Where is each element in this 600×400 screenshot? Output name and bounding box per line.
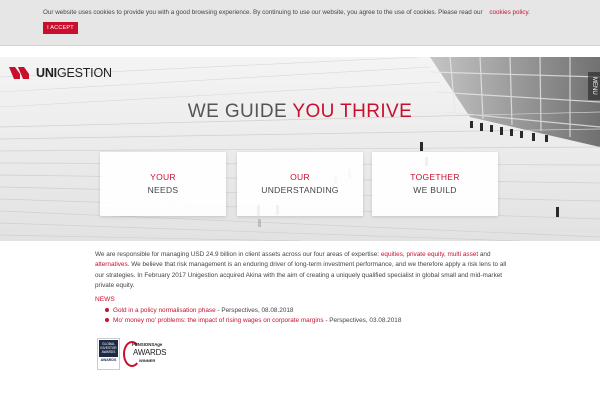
intro-sep-2: , (443, 251, 446, 258)
award1-bottom: AWARDS (100, 358, 117, 362)
intro-text-2: . We believe that risk management is an enduring driver of long-term investment performance, and we therefore apply a risk lens to all our strategies. In February 2017 Unigestion acquired Akina with the aim of creating a uniquely qualified specialist in global small and mid-market private equity. (95, 261, 507, 290)
logo-text-rest: GESTION (56, 66, 112, 80)
cookies-policy-link[interactable]: cookies policy (489, 9, 529, 16)
tagline-part1: WE GUIDE (187, 101, 288, 122)
logo-text-bold: UNI (36, 66, 57, 80)
private-equity-link[interactable]: private equity (406, 251, 444, 258)
bullet-icon (105, 318, 109, 322)
tagline-part2: YOU THRIVE (292, 101, 413, 122)
news-link[interactable]: Gold in a policy normalisation phase (113, 307, 216, 314)
multi-asset-link[interactable]: multi asset (447, 251, 479, 258)
card-line2: NEEDS (147, 185, 179, 195)
card-together-we-build[interactable] (372, 152, 498, 216)
intro-text-1: We are responsible for managing USD 24.9 billion in client assets across our four areas of expertise: (95, 251, 380, 258)
award2-line1: PENSIONSAge (132, 342, 163, 347)
award1-top: GLOBAL INVESTOR AWARDS (99, 340, 118, 357)
news-link[interactable]: Mo' money mo' problems: the impact of rising wages on corporate margins (113, 317, 324, 324)
award2-line3: WINNER (139, 358, 156, 363)
bullet-icon (105, 308, 109, 312)
equities-link[interactable]: equities (380, 251, 403, 258)
accept-cookies-button[interactable]: I ACCEPT (43, 22, 78, 34)
award2-line2: AWARDS (133, 348, 167, 357)
intro-sep-1: , (402, 251, 405, 258)
cookie-message (43, 9, 530, 16)
menu-tab[interactable]: MENU (588, 72, 600, 100)
news-heading: NEWS (95, 296, 115, 303)
intro-and: and (479, 251, 491, 258)
logo-text (36, 66, 112, 80)
hero-tagline (0, 101, 600, 123)
news-meta: - Perspectives, 08.08.2018 (217, 307, 294, 314)
news-item (105, 316, 401, 326)
news-item (105, 306, 401, 316)
pensions-age-award-logo (123, 337, 165, 371)
card-line1: TOGETHER (410, 172, 460, 182)
cookie-text: Our website uses cookies to provide you with a good browsing experience. By continuing to use our website, you agree to the use of cookies. Please read our (43, 9, 483, 16)
news-meta: - Perspectives, 03.08.2018 (325, 317, 402, 324)
global-investor-award-logo (97, 338, 120, 370)
intro-paragraph (95, 250, 515, 292)
card-line1: OUR (290, 172, 310, 182)
card-line2: UNDERSTANDING (261, 185, 339, 195)
card-your-needs[interactable] (100, 152, 226, 216)
card-our-understanding[interactable] (237, 152, 363, 216)
alternatives-link[interactable]: alternatives (95, 261, 128, 269)
card-line2: WE BUILD (413, 185, 457, 195)
logo-mark-icon (9, 67, 31, 79)
cookie-bar (0, 0, 600, 46)
card-line1: YOUR (150, 172, 176, 182)
unigestion-logo[interactable] (9, 66, 112, 80)
cookie-dot: . (528, 9, 530, 16)
news-list (105, 306, 401, 326)
